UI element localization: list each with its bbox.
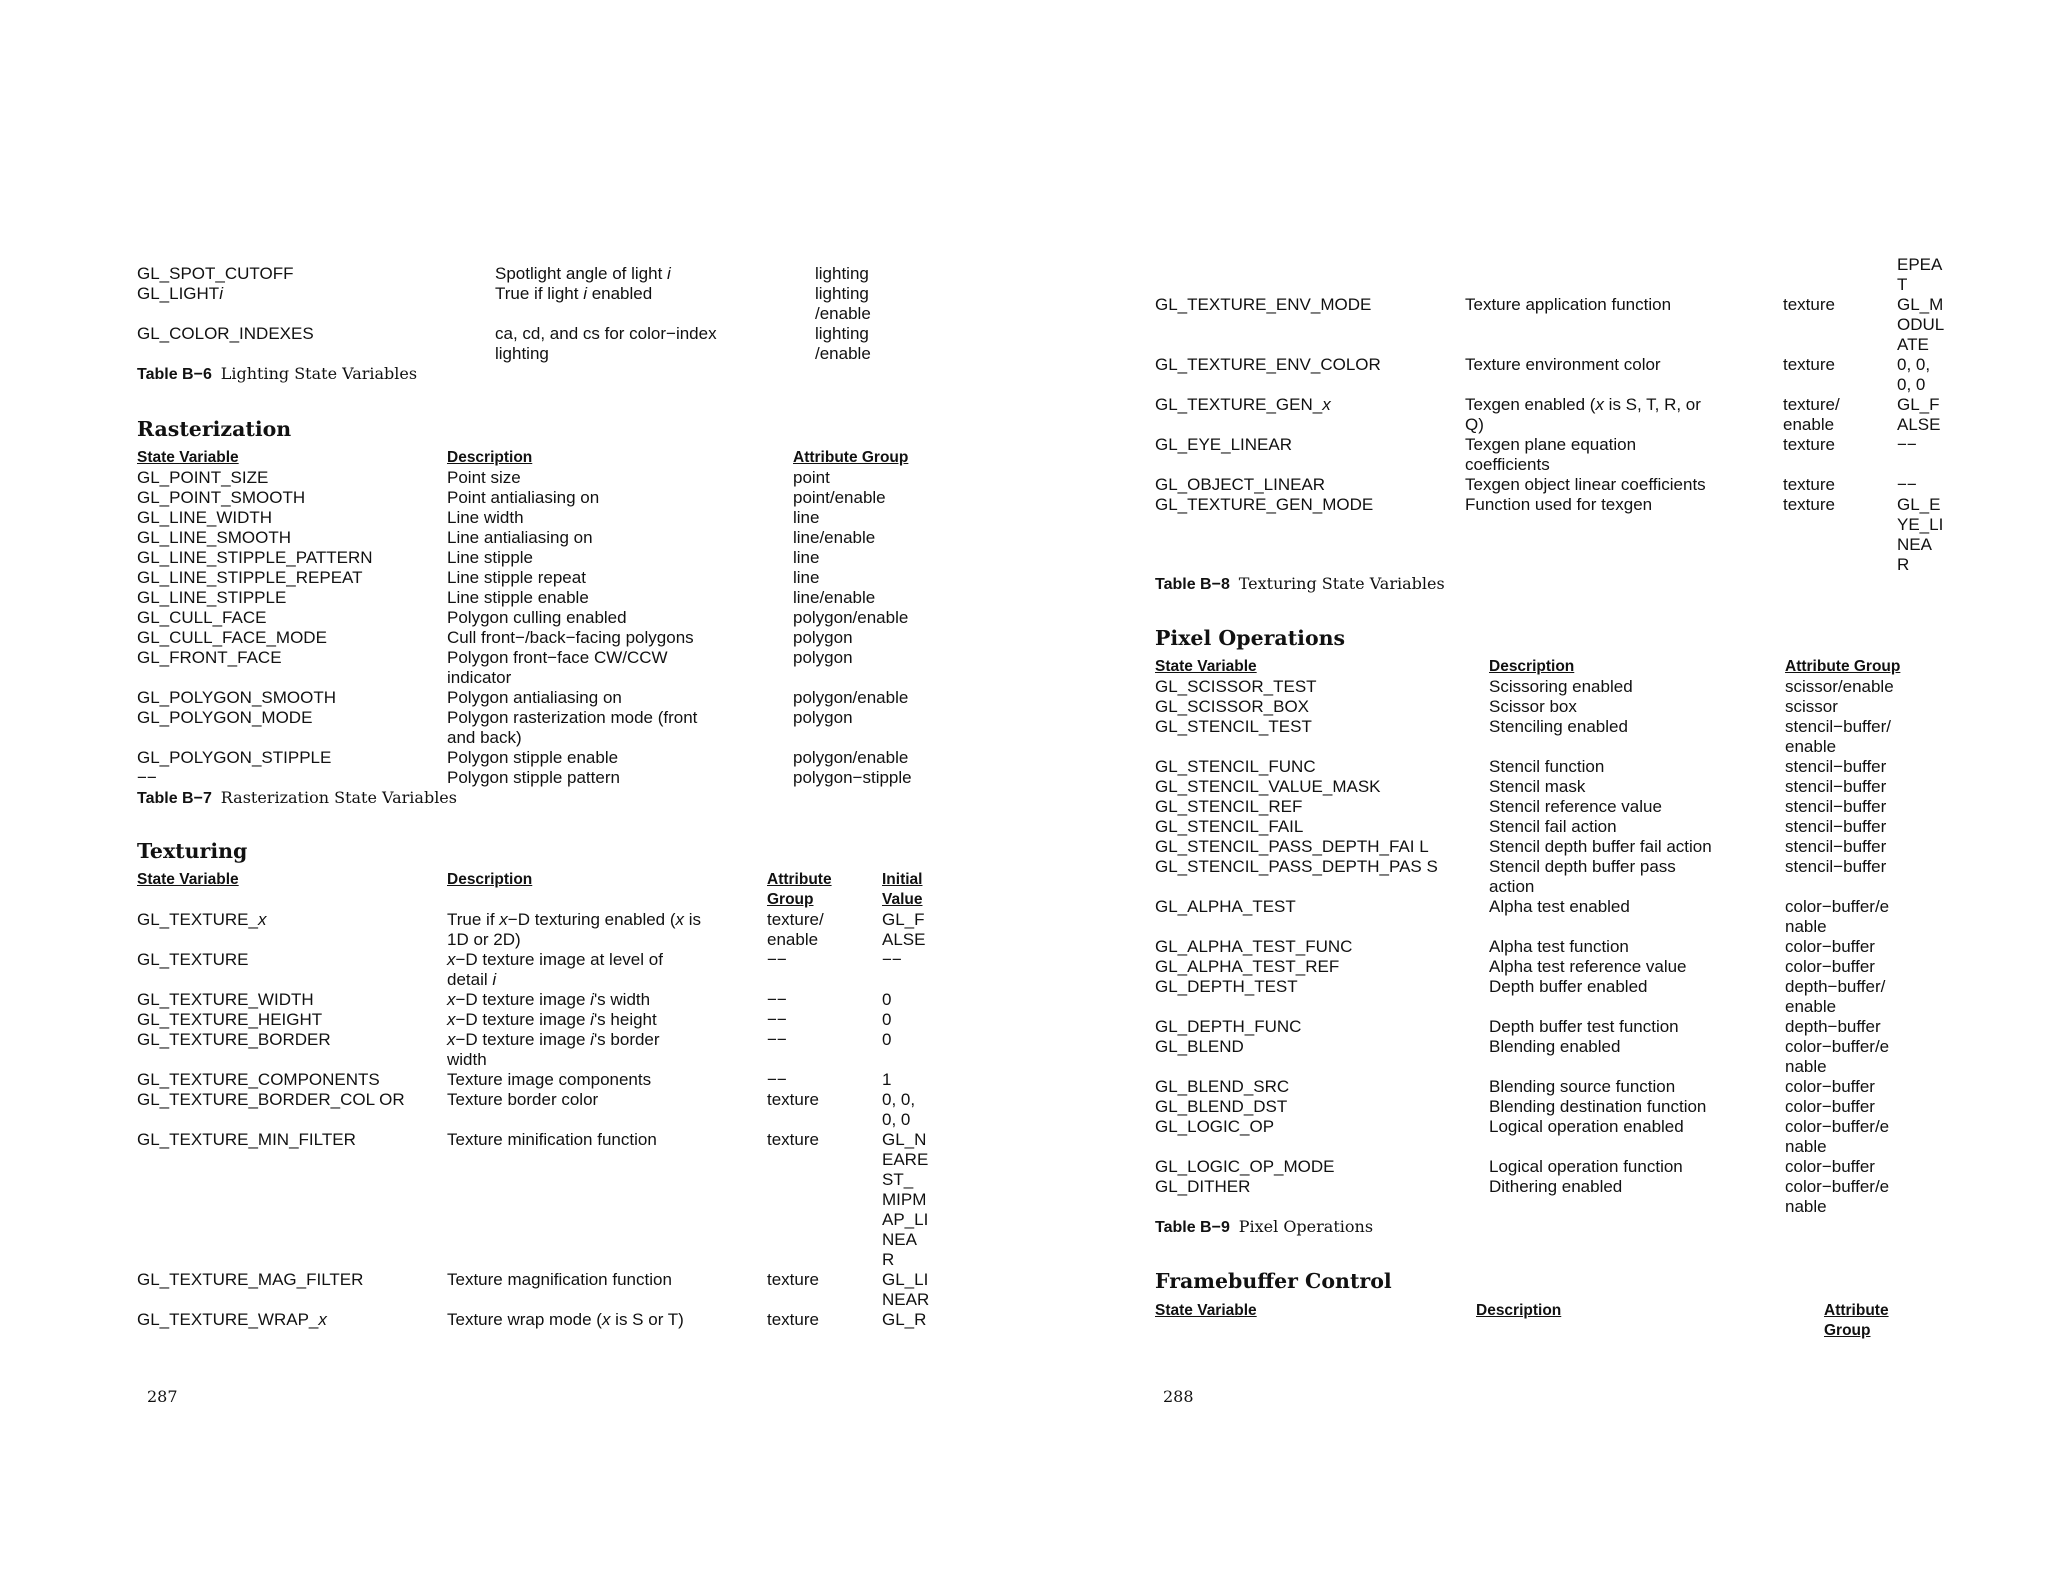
table-cell-init: R bbox=[1897, 555, 1910, 574]
table-cell-group: texture bbox=[1783, 475, 1835, 494]
table-cell-group: color−buffer bbox=[1785, 957, 1875, 976]
table-cell-group: polygon/enable bbox=[793, 688, 909, 707]
table-cell-group: stencil−buffer bbox=[1785, 857, 1887, 876]
table-cell-desc: Alpha test reference value bbox=[1489, 957, 1687, 976]
table-cell-var: GL_LOGIC_OP bbox=[1155, 1117, 1275, 1136]
section-heading: Framebuffer Control bbox=[1155, 1269, 1392, 1293]
table-cell-desc: Texture minification function bbox=[447, 1130, 657, 1149]
table-caption: Table B−6 Lighting State Variables bbox=[137, 364, 418, 383]
table-cell-group: lighting bbox=[815, 324, 869, 343]
table-cell-desc: Line stipple enable bbox=[447, 588, 589, 607]
table-cell-desc: Line stipple bbox=[447, 548, 534, 567]
table-cell-var: GL_SCISSOR_BOX bbox=[1155, 697, 1310, 716]
table-cell-group: texture bbox=[1783, 435, 1835, 454]
table-cell-var: GL_FRONT_FACE bbox=[137, 648, 282, 667]
table-cell-desc: Q) bbox=[1465, 415, 1484, 434]
table-cell-var: GL_ALPHA_TEST bbox=[1155, 897, 1296, 916]
table-cell-var: GL_BLEND bbox=[1155, 1037, 1244, 1056]
table-cell-var: GL_STENCIL_FAIL bbox=[1155, 817, 1304, 836]
table-cell-init: AP_LI bbox=[882, 1210, 929, 1229]
section-heading: Pixel Operations bbox=[1155, 626, 1346, 650]
table-cell-group: color−buffer/e bbox=[1785, 897, 1890, 916]
table-cell-group: nable bbox=[1785, 1197, 1827, 1216]
table-cell-group: color−buffer/e bbox=[1785, 1177, 1890, 1196]
table-cell-group: line bbox=[793, 508, 820, 527]
table-cell-desc: Spotlight angle of light i bbox=[495, 264, 671, 283]
table-cell-desc: lighting bbox=[495, 344, 549, 363]
table-cell-desc: Function used for texgen bbox=[1465, 495, 1653, 514]
table-cell-var: GL_POLYGON_STIPPLE bbox=[137, 748, 332, 767]
table-cell-desc: Depth buffer test function bbox=[1489, 1017, 1679, 1036]
table-cell-var: GL_CULL_FACE bbox=[137, 608, 267, 627]
table-cell-group: enable bbox=[767, 930, 819, 949]
table-cell-var: GL_POLYGON_SMOOTH bbox=[137, 688, 337, 707]
table-cell-group: stencil−buffer bbox=[1785, 837, 1887, 856]
table-cell-desc: Point size bbox=[447, 468, 521, 487]
table-cell-init: GL_R bbox=[882, 1310, 927, 1329]
page-number: 287 bbox=[147, 1387, 178, 1406]
table-cell-desc: detail i bbox=[447, 970, 497, 989]
table-cell-desc: Polygon antialiasing on bbox=[447, 688, 622, 707]
table-cell-var: GL_ALPHA_TEST_REF bbox=[1155, 957, 1340, 976]
table-cell-desc: Line width bbox=[447, 508, 524, 527]
table-cell-var: GL_EYE_LINEAR bbox=[1155, 435, 1293, 454]
table-cell-group: color−buffer/e bbox=[1785, 1117, 1890, 1136]
table-cell-var: GL_LINE_STIPPLE bbox=[137, 588, 287, 607]
table-cell-init: EARE bbox=[882, 1150, 929, 1169]
table-cell-desc: Polygon front−face CW/CCW bbox=[447, 648, 668, 667]
table-cell-desc: Point antialiasing on bbox=[447, 488, 600, 507]
section-heading: Rasterization bbox=[137, 417, 292, 441]
table-cell-desc: Texture image components bbox=[447, 1070, 652, 1089]
table-cell-var: GL_STENCIL_TEST bbox=[1155, 717, 1312, 736]
table-cell-var: GL_LINE_WIDTH bbox=[137, 508, 273, 527]
table-cell-group: texture bbox=[767, 1270, 819, 1289]
table-cell-desc: Dithering enabled bbox=[1489, 1177, 1623, 1196]
column-header: Description bbox=[1476, 1302, 1562, 1319]
table-cell-var: GL_LIGHTi bbox=[137, 284, 223, 303]
column-header: Group bbox=[1824, 1322, 1871, 1339]
table-cell-group: nable bbox=[1785, 917, 1827, 936]
table-cell-init: ATE bbox=[1897, 335, 1929, 354]
table-cell-init: GL_F bbox=[1897, 395, 1940, 414]
column-header: Initial bbox=[882, 871, 923, 888]
table-cell-group: polygon bbox=[793, 708, 853, 727]
table-cell-group: lighting bbox=[815, 284, 869, 303]
table-cell-group: polygon bbox=[793, 628, 853, 647]
table-cell-desc: Stencil reference value bbox=[1489, 797, 1662, 816]
table-cell-desc: Alpha test function bbox=[1489, 937, 1629, 956]
table-cell-var: GL_DEPTH_TEST bbox=[1155, 977, 1298, 996]
table-cell-desc: Blending enabled bbox=[1489, 1037, 1621, 1056]
table-cell-init: ODUL bbox=[1897, 315, 1945, 334]
table-cell-var: GL_POINT_SMOOTH bbox=[137, 488, 306, 507]
table-cell-desc: Line stipple repeat bbox=[447, 568, 586, 587]
table-cell-var: GL_TEXTURE_ENV_MODE bbox=[1155, 295, 1372, 314]
table-cell-var: GL_TEXTURE_WRAP_x bbox=[137, 1310, 327, 1329]
table-cell-group: texture bbox=[767, 1090, 819, 1109]
table-cell-var: GL_LOGIC_OP_MODE bbox=[1155, 1157, 1335, 1176]
table-cell-desc: x−D texture image i's width bbox=[447, 990, 651, 1009]
table-cell-group: polygon/enable bbox=[793, 748, 909, 767]
table-cell-init: NEA bbox=[882, 1230, 917, 1249]
table-cell-desc: Scissoring enabled bbox=[1489, 677, 1633, 696]
table-cell-desc: True if light i enabled bbox=[495, 284, 653, 303]
table-cell-desc: Scissor box bbox=[1489, 697, 1577, 716]
table-cell-var: GL_CULL_FACE_MODE bbox=[137, 628, 327, 647]
column-header: Attribute Group bbox=[1785, 658, 1901, 675]
column-header: Description bbox=[1489, 658, 1575, 675]
table-cell-group: line bbox=[793, 568, 820, 587]
table-cell-init: GL_F bbox=[882, 910, 925, 929]
table-cell-group: nable bbox=[1785, 1137, 1827, 1156]
table-cell-var: GL_COLOR_INDEXES bbox=[137, 324, 314, 343]
table-cell-var: GL_TEXTURE_WIDTH bbox=[137, 990, 314, 1009]
table-cell-group: line/enable bbox=[793, 528, 876, 547]
table-cell-group: color−buffer/e bbox=[1785, 1037, 1890, 1056]
table-cell-group: point bbox=[793, 468, 830, 487]
table-cell-var: GL_POLYGON_MODE bbox=[137, 708, 313, 727]
table-cell-group: enable bbox=[1783, 415, 1835, 434]
table-cell-var: GL_TEXTURE_MAG_FILTER bbox=[137, 1270, 364, 1289]
table-cell-group: stencil−buffer bbox=[1785, 797, 1887, 816]
table-cell-var: GL_TEXTURE_COMPONENTS bbox=[137, 1070, 380, 1089]
table-cell-desc: Texture wrap mode (x is S or T) bbox=[447, 1310, 684, 1329]
table-cell-desc: Stencil function bbox=[1489, 757, 1605, 776]
table-cell-group: texture bbox=[1783, 295, 1835, 314]
table-cell-var: GL_BLEND_SRC bbox=[1155, 1077, 1290, 1096]
table-cell-group: polygon−stipple bbox=[793, 768, 912, 787]
table-cell-desc: Texgen plane equation bbox=[1465, 435, 1637, 454]
table-cell-group: depth−buffer/ bbox=[1785, 977, 1886, 996]
table-cell-group: texture bbox=[1783, 495, 1835, 514]
table-cell-init: ALSE bbox=[882, 930, 926, 949]
page-number: 288 bbox=[1163, 1387, 1194, 1406]
table-cell-init: 0, 0, bbox=[1897, 355, 1931, 374]
table-caption: Table B−9 Pixel Operations bbox=[1155, 1217, 1374, 1236]
table-cell-group: color−buffer bbox=[1785, 1097, 1875, 1116]
table-cell-desc: Stencil fail action bbox=[1489, 817, 1617, 836]
table-cell-desc: Polygon stipple pattern bbox=[447, 768, 620, 787]
column-header: State Variable bbox=[137, 871, 239, 888]
table-cell-init: 0 bbox=[882, 990, 892, 1009]
column-header: Description bbox=[447, 449, 533, 466]
table-cell-var: GL_POINT_SIZE bbox=[137, 468, 269, 487]
table-cell-group: depth−buffer bbox=[1785, 1017, 1881, 1036]
table-cell-group: stencil−buffer bbox=[1785, 817, 1887, 836]
table-cell-desc: Texgen object linear coefficients bbox=[1465, 475, 1706, 494]
table-cell-var: GL_TEXTURE_GEN_x bbox=[1155, 395, 1331, 414]
table-cell-init: ST_ bbox=[882, 1170, 914, 1189]
table-cell-group: color−buffer bbox=[1785, 937, 1875, 956]
page-288 bbox=[1024, 0, 2048, 1582]
table-cell-var: GL_TEXTURE_GEN_MODE bbox=[1155, 495, 1374, 514]
table-cell-var: GL_ALPHA_TEST_FUNC bbox=[1155, 937, 1353, 956]
table-cell-group: scissor/enable bbox=[1785, 677, 1894, 696]
table-cell-desc: Stencil depth buffer pass bbox=[1489, 857, 1676, 876]
table-cell-init: MIPM bbox=[882, 1190, 927, 1209]
table-cell-init: −− bbox=[882, 950, 902, 969]
table-cell-group: texture/ bbox=[1783, 395, 1840, 414]
table-cell-group: color−buffer bbox=[1785, 1077, 1875, 1096]
table-cell-var: GL_STENCIL_PASS_DEPTH_PAS S bbox=[1155, 857, 1438, 876]
table-cell-desc: x−D texture image i's border bbox=[447, 1030, 660, 1049]
table-cell-var: GL_LINE_STIPPLE_REPEAT bbox=[137, 568, 363, 587]
table-cell-desc: Texgen enabled (x is S, T, R, or bbox=[1465, 395, 1701, 414]
section-heading: Texturing bbox=[137, 839, 248, 863]
table-cell-desc: Texture magnification function bbox=[447, 1270, 672, 1289]
table-cell-desc: Logical operation enabled bbox=[1489, 1117, 1684, 1136]
table-cell-group: −− bbox=[767, 1070, 787, 1089]
table-cell-var: −− bbox=[137, 768, 157, 787]
table-cell-group: polygon/enable bbox=[793, 608, 909, 627]
table-cell-desc: True if x−D texturing enabled (x is bbox=[447, 910, 702, 929]
table-cell-var: GL_TEXTURE_BORDER_COL OR bbox=[137, 1090, 405, 1109]
table-cell-desc: 1D or 2D) bbox=[447, 930, 521, 949]
table-cell-group: line bbox=[793, 548, 820, 567]
table-cell-desc: coefficients bbox=[1465, 455, 1550, 474]
table-cell-var: GL_TEXTURE_HEIGHT bbox=[137, 1010, 323, 1029]
table-cell-var: GL_TEXTURE_BORDER bbox=[137, 1030, 331, 1049]
column-header: Description bbox=[447, 871, 533, 888]
table-cell-init: YE_LI bbox=[1897, 515, 1944, 534]
table-cell-init: 0, 0 bbox=[1897, 375, 1926, 394]
table-cell-desc: Polygon rasterization mode (front bbox=[447, 708, 698, 727]
table-cell-desc: Texture application function bbox=[1465, 295, 1672, 314]
table-cell-group: line/enable bbox=[793, 588, 876, 607]
table-cell-var: GL_SPOT_CUTOFF bbox=[137, 264, 294, 283]
table-cell-init: GL_LI bbox=[882, 1270, 929, 1289]
table-cell-init: GL_N bbox=[882, 1130, 927, 1149]
table-cell-desc: Logical operation function bbox=[1489, 1157, 1683, 1176]
table-cell-group: color−buffer bbox=[1785, 1157, 1875, 1176]
table-cell-desc: Polygon stipple enable bbox=[447, 748, 619, 767]
table-cell-init: 0, 0, bbox=[882, 1090, 916, 1109]
column-header: State Variable bbox=[137, 449, 239, 466]
table-cell-group: /enable bbox=[815, 304, 871, 323]
table-cell-desc: x−D texture image i's height bbox=[447, 1010, 657, 1029]
column-header: Group bbox=[767, 891, 814, 908]
table-cell-desc: Texture border color bbox=[447, 1090, 599, 1109]
table-cell-group: −− bbox=[767, 950, 787, 969]
table-cell-group: −− bbox=[767, 1030, 787, 1049]
table-cell-group: enable bbox=[1785, 997, 1837, 1016]
table-cell-desc: ca, cd, and cs for color−index bbox=[495, 324, 717, 343]
table-cell-desc: indicator bbox=[447, 668, 512, 687]
column-header: Value bbox=[882, 891, 923, 908]
table-cell-group: texture bbox=[1783, 355, 1835, 374]
table-cell-init: 0 bbox=[882, 1030, 892, 1049]
table-cell-var: GL_DEPTH_FUNC bbox=[1155, 1017, 1302, 1036]
column-header: State Variable bbox=[1155, 1302, 1257, 1319]
table-cell-group: texture bbox=[767, 1130, 819, 1149]
table-cell-init: 0, 0 bbox=[882, 1110, 911, 1129]
table-cell-init: 0 bbox=[882, 1010, 892, 1029]
table-cell-desc: Blending source function bbox=[1489, 1077, 1676, 1096]
table-cell-group: nable bbox=[1785, 1057, 1827, 1076]
table-cell-group: texture/ bbox=[767, 910, 824, 929]
table-cell-desc: x−D texture image at level of bbox=[447, 950, 663, 969]
table-cell-desc: Stenciling enabled bbox=[1489, 717, 1628, 736]
table-cell-desc: width bbox=[447, 1050, 487, 1069]
column-header: Attribute bbox=[1824, 1302, 1889, 1319]
table-cell-init: NEAR bbox=[882, 1290, 930, 1309]
table-cell-desc: action bbox=[1489, 877, 1535, 896]
table-cell-var: GL_STENCIL_PASS_DEPTH_FAI L bbox=[1155, 837, 1429, 856]
table-cell-init: T bbox=[1897, 275, 1908, 294]
table-cell-var: GL_SCISSOR_TEST bbox=[1155, 677, 1317, 696]
table-caption: Table B−7 Rasterization State Variables bbox=[137, 788, 457, 807]
column-header: Attribute Group bbox=[793, 449, 909, 466]
table-cell-desc: Alpha test enabled bbox=[1489, 897, 1630, 916]
table-cell-init: GL_M bbox=[1897, 295, 1944, 314]
table-cell-var: GL_LINE_STIPPLE_PATTERN bbox=[137, 548, 373, 567]
table-cell-desc: Stencil mask bbox=[1489, 777, 1586, 796]
table-cell-group: stencil−buffer bbox=[1785, 757, 1887, 776]
table-caption: Table B−8 Texturing State Variables bbox=[1155, 574, 1445, 593]
table-cell-var: GL_TEXTURE_MIN_FILTER bbox=[137, 1130, 356, 1149]
table-cell-var: GL_STENCIL_REF bbox=[1155, 797, 1303, 816]
table-cell-var: GL_TEXTURE_ENV_COLOR bbox=[1155, 355, 1381, 374]
table-cell-init: 1 bbox=[882, 1070, 892, 1089]
table-cell-var: GL_LINE_SMOOTH bbox=[137, 528, 291, 547]
table-cell-group: point/enable bbox=[793, 488, 886, 507]
table-cell-init: NEA bbox=[1897, 535, 1932, 554]
table-cell-var: GL_DITHER bbox=[1155, 1177, 1251, 1196]
table-cell-desc: Line antialiasing on bbox=[447, 528, 593, 547]
table-cell-var: GL_STENCIL_VALUE_MASK bbox=[1155, 777, 1381, 796]
table-cell-desc: Depth buffer enabled bbox=[1489, 977, 1648, 996]
column-header: Attribute bbox=[767, 871, 832, 888]
table-cell-group: /enable bbox=[815, 344, 871, 363]
table-cell-init: ALSE bbox=[1897, 415, 1941, 434]
table-cell-var: GL_TEXTURE bbox=[137, 950, 249, 969]
column-header: State Variable bbox=[1155, 658, 1257, 675]
table-cell-var: GL_STENCIL_FUNC bbox=[1155, 757, 1316, 776]
table-cell-desc: and back) bbox=[447, 728, 522, 747]
table-cell-desc: Blending destination function bbox=[1489, 1097, 1707, 1116]
table-cell-desc: Polygon culling enabled bbox=[447, 608, 627, 627]
table-cell-group: −− bbox=[767, 1010, 787, 1029]
table-cell-group: stencil−buffer bbox=[1785, 777, 1887, 796]
table-cell-var: GL_OBJECT_LINEAR bbox=[1155, 475, 1326, 494]
table-cell-init: GL_E bbox=[1897, 495, 1941, 514]
table-cell-init: EPEA bbox=[1897, 255, 1943, 274]
table-cell-group: enable bbox=[1785, 737, 1837, 756]
table-cell-group: texture bbox=[767, 1310, 819, 1329]
table-cell-group: polygon bbox=[793, 648, 853, 667]
table-cell-desc: Cull front−/back−facing polygons bbox=[447, 628, 694, 647]
table-cell-var: GL_BLEND_DST bbox=[1155, 1097, 1288, 1116]
table-cell-group: scissor bbox=[1785, 697, 1838, 716]
table-cell-desc: Stencil depth buffer fail action bbox=[1489, 837, 1712, 856]
table-cell-init: −− bbox=[1897, 435, 1917, 454]
table-cell-init: −− bbox=[1897, 475, 1917, 494]
table-cell-var: GL_TEXTURE_x bbox=[137, 910, 267, 929]
table-cell-group: lighting bbox=[815, 264, 869, 283]
table-cell-group: stencil−buffer/ bbox=[1785, 717, 1892, 736]
table-cell-group: −− bbox=[767, 990, 787, 1009]
table-cell-init: R bbox=[882, 1250, 895, 1269]
table-cell-desc: Texture environment color bbox=[1465, 355, 1661, 374]
